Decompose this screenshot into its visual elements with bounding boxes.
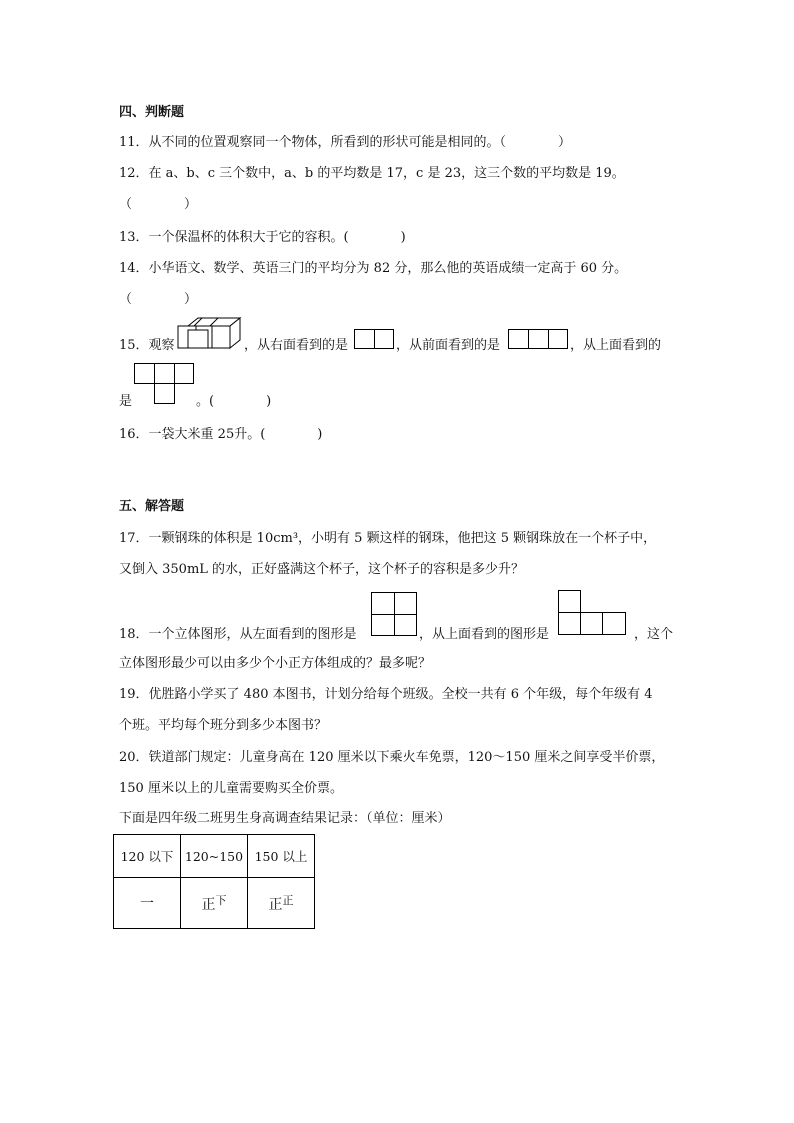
question-17-line1: 17．一颗钢珠的体积是 10cm³，小明有 5 颗这样的钢珠，他把这 5 颗钢珠放在一个杯子中，: [119, 531, 657, 546]
tally-mark: 一: [140, 896, 154, 912]
question-15-text-2: ，从右面看到的是: [244, 338, 349, 353]
question-15-text-3: ，从前面看到的是: [396, 338, 501, 353]
question-15-text-5: 是: [119, 394, 133, 409]
question-15-text-1: 15．观察: [119, 338, 175, 353]
table-tally-row: [114, 878, 315, 929]
tally-mark: 正: [268, 897, 283, 914]
tally-mark-partial: 正: [282, 893, 294, 907]
question-15-text-6: 。( ): [196, 394, 272, 409]
question-12-line2: （ ）: [119, 197, 198, 212]
tally-cell: [181, 878, 248, 929]
question-18-line2: 立体图形最少可以由多少个小正方体组成的？最多呢？: [119, 656, 432, 671]
table-caption: 下面是四年级二班男生身高调查结果记录：（单位：厘米）: [119, 811, 451, 826]
question-15-text-4: ，从上面看到的: [570, 338, 662, 353]
q18-left-view: [371, 592, 417, 636]
tally-cell: [248, 878, 315, 929]
q15-front-view: [508, 329, 568, 349]
question-18-text-3: ，这个: [634, 627, 674, 642]
tally-mark-partial: 下: [215, 893, 227, 907]
question-12-line1: 12．在 a、b、c 三个数中，a、b 的平均数是 17，c 是 23，这三个数的平均数是 19。: [119, 166, 625, 181]
question-18-text-2: ，从上面看到的图形是: [419, 627, 550, 642]
question-13: 13．一个保温杯的体积大于它的容积。( ): [119, 230, 406, 245]
question-14-line1: 14．小华语文、数学、英语三门的平均分为 82 分，那么他的英语成绩一定高于 60 分。: [119, 261, 628, 276]
section-5-heading: 五、解答题: [119, 499, 185, 514]
question-18-text-1: 18．一个立体图形，从左面看到的图形是: [119, 627, 357, 642]
tally-mark: 正: [201, 897, 216, 914]
tally-cell: [114, 878, 181, 929]
q15-right-view: [354, 329, 394, 349]
question-11: 11．从不同的位置观察同一个物体，所看到的形状可能是相同的。（ ）: [119, 135, 572, 150]
question-16: 16．一袋大米重 25升。( ): [119, 427, 323, 442]
section-4-heading: 四、判断题: [119, 105, 185, 120]
header-cell: 120~150: [181, 835, 248, 878]
header-cell: 120 以下: [114, 835, 181, 878]
q15-cube-figure: [174, 314, 244, 354]
q18-top-view: [558, 590, 626, 635]
question-14-line2: （ ）: [119, 292, 198, 307]
question-17-line2: 又倒入 350mL 的水，正好盛满这个杯子，这个杯子的容积是多少升？: [119, 562, 525, 577]
question-19-line2: 个班。平均每个班分到多少本图书？: [119, 718, 328, 733]
header-cell: 150 以上: [248, 835, 315, 878]
q15-top-view: [134, 363, 194, 405]
height-tally-table: [113, 834, 315, 929]
question-19-line1: 19．优胜路小学买了 480 本图书，计划分给每个班级。全校一共有 6 个年级，每个年级有 4: [119, 687, 653, 702]
question-20-line2: 150 厘米以上的儿童需要购买全价票。: [119, 781, 343, 796]
question-20-line1: 20．铁道部门规定：儿童身高在 120 厘米以下乘火车免票，120～150 厘米之间享受半价票，: [119, 750, 665, 765]
table-header-row: [114, 835, 315, 878]
